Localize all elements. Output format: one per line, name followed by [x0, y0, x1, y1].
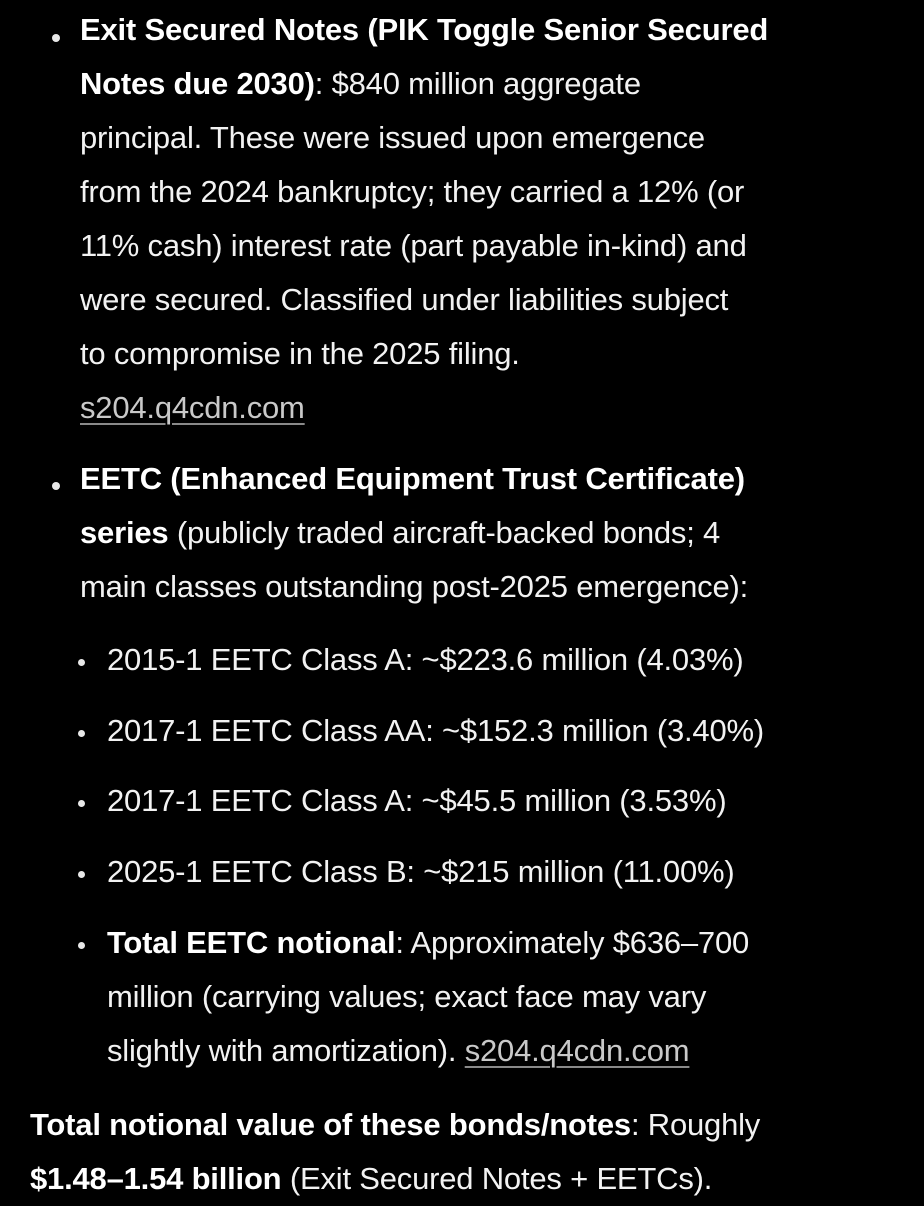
sub-bullet-marker [78, 659, 85, 666]
source-link[interactable]: s204.q4cdn.com [464, 1033, 690, 1068]
bold-term: Exit Secured Notes (PIK Toggle Senior Secured [80, 12, 769, 47]
sub-list-item-total [107, 916, 917, 1078]
sub-list-item [107, 633, 917, 687]
sub-bullet-marker [78, 942, 85, 949]
text-line [80, 57, 920, 111]
list-item-exit-secured-notes [80, 3, 920, 435]
body-text: : Approximately $636–700 [395, 925, 750, 960]
body-text: (publicly traded aircraft-backed bonds; 4 [168, 515, 721, 550]
text-line [30, 1098, 920, 1152]
text-line: principal. These were issued upon emergence [80, 120, 705, 155]
text-line: from the 2024 bankruptcy; they carried a 12% (or [80, 174, 745, 209]
text-line: were secured. Classified under liabilities subject [80, 282, 729, 317]
bold-term: series [80, 515, 169, 550]
text-line: to compromise in the 2025 filing. [80, 336, 520, 371]
bold-term: Total EETC notional [107, 925, 396, 960]
text-line: 2017-1 EETC Class A: ~$45.5 million (3.53%) [107, 783, 727, 818]
bold-term: $1.48–1.54 billion [30, 1161, 282, 1196]
text-line [30, 1152, 920, 1206]
text-line: 2017-1 EETC Class AA: ~$152.3 million (3.40%) [107, 713, 764, 748]
summary-paragraph [30, 1098, 920, 1206]
body-text: : Roughly [630, 1107, 761, 1142]
source-link[interactable]: s204.q4cdn.com [80, 390, 305, 425]
bold-term: Notes due 2030) [80, 66, 315, 101]
body-text: (Exit Secured Notes + EETCs). [281, 1161, 713, 1196]
sub-list-item [107, 704, 917, 758]
body-text: slightly with amortization). [107, 1033, 465, 1068]
text-line [80, 506, 920, 560]
sub-bullet-marker [78, 800, 85, 807]
bold-term: EETC (Enhanced Equipment Trust Certificate) [80, 461, 745, 496]
text-line [80, 381, 920, 435]
text-line: 2015-1 EETC Class A: ~$223.6 million (4.03%) [107, 642, 744, 677]
sub-list-item [107, 845, 917, 899]
sub-bullet-marker [78, 730, 85, 737]
text-line: million (carrying values; exact face may vary [107, 979, 707, 1014]
body-text: : $840 million aggregate [314, 66, 641, 101]
text-line [107, 1024, 917, 1078]
text-line [107, 916, 917, 970]
list-item-eetc-series [80, 452, 920, 614]
text-line [80, 452, 920, 506]
bold-term: Total notional value of these bonds/notes [30, 1107, 631, 1142]
sub-bullet-marker [78, 871, 85, 878]
text-line [80, 3, 920, 57]
bullet-marker [52, 34, 60, 42]
sub-list-item [107, 774, 917, 828]
text-line: main classes outstanding post-2025 emergence): [80, 569, 749, 604]
text-line: 11% cash) interest rate (part payable in-kind) and [80, 228, 747, 263]
bullet-marker [52, 482, 60, 490]
text-line: 2025-1 EETC Class B: ~$215 million (11.00%) [107, 854, 735, 889]
